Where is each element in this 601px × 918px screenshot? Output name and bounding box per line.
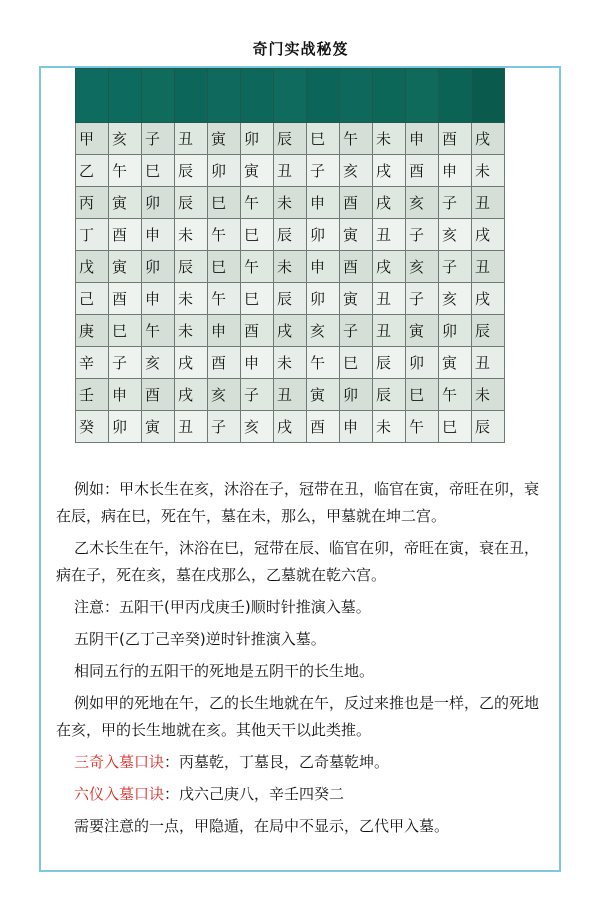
branch-cell: 丑 <box>472 251 505 283</box>
branch-cell: 子 <box>307 155 340 187</box>
note-yang-paragraph: 注意：五阳干(甲丙戊庚壬)顺时针推演入墓。 <box>74 598 371 616</box>
branch-cell: 巳 <box>208 251 241 283</box>
branch-cell: 丑 <box>175 123 208 155</box>
branch-cell: 申 <box>307 251 340 283</box>
branch-cell: 辰 <box>472 315 505 347</box>
branch-cell: 申 <box>142 219 175 251</box>
branch-cell: 亥 <box>439 283 472 315</box>
branch-cell: 申 <box>241 347 274 379</box>
branch-cell: 戌 <box>175 379 208 411</box>
branch-cell: 午 <box>241 187 274 219</box>
header-cell <box>373 69 406 123</box>
branch-cell: 戌 <box>472 219 505 251</box>
branch-cell: 戌 <box>472 283 505 315</box>
stem-cell: 己 <box>76 283 109 315</box>
branch-cell: 丑 <box>274 155 307 187</box>
branch-cell: 丑 <box>373 315 406 347</box>
branch-cell: 未 <box>274 347 307 379</box>
note-yin-paragraph: 五阴干(乙丁己辛癸)逆时针推演入墓。 <box>74 630 326 648</box>
branch-cell: 午 <box>142 315 175 347</box>
note-jia-paragraph: 需要注意的一点，甲隐遁，在局中不显示，乙代甲入墓。 <box>74 817 450 835</box>
branch-cell: 巳 <box>109 315 142 347</box>
branch-cell: 酉 <box>109 219 142 251</box>
branch-cell: 子 <box>439 251 472 283</box>
branch-cell: 巳 <box>439 411 472 443</box>
table-row <box>76 219 505 251</box>
branch-cell: 亥 <box>340 155 373 187</box>
branch-cell: 丑 <box>274 379 307 411</box>
branch-cell: 卯 <box>142 251 175 283</box>
stem-cell: 壬 <box>76 379 109 411</box>
branch-cell: 卯 <box>340 379 373 411</box>
branch-cell: 戌 <box>274 315 307 347</box>
branch-cell: 丑 <box>175 411 208 443</box>
stem-cell: 乙 <box>76 155 109 187</box>
branch-cell: 卯 <box>307 219 340 251</box>
branch-cell: 申 <box>109 379 142 411</box>
branch-cell: 寅 <box>109 251 142 283</box>
branch-cell: 卯 <box>406 347 439 379</box>
branch-cell: 酉 <box>142 379 175 411</box>
branch-cell: 寅 <box>340 219 373 251</box>
branch-cell: 巳 <box>406 379 439 411</box>
branch-cell: 戌 <box>373 155 406 187</box>
branch-cell: 寅 <box>307 379 340 411</box>
branch-cell: 未 <box>472 155 505 187</box>
branch-cell: 午 <box>439 379 472 411</box>
branch-cell: 子 <box>406 283 439 315</box>
body-text <box>56 476 546 845</box>
branch-cell: 巳 <box>241 283 274 315</box>
branch-cell: 亥 <box>307 315 340 347</box>
san-qi-mnemonic <box>56 749 546 776</box>
branch-cell: 卯 <box>208 155 241 187</box>
liu-yi-label: 六仪入墓口诀 <box>74 785 165 803</box>
branch-cell: 辰 <box>373 347 406 379</box>
branch-cell: 子 <box>439 187 472 219</box>
branch-cell: 酉 <box>307 411 340 443</box>
branch-cell: 未 <box>373 411 406 443</box>
rule-paragraph: 相同五行的五阳干的死地是五阴干的长生地。 <box>74 662 375 680</box>
branch-cell: 午 <box>208 283 241 315</box>
table-row <box>76 283 505 315</box>
branch-cell: 寅 <box>109 187 142 219</box>
header-cell <box>109 69 142 123</box>
branch-cell: 寅 <box>208 123 241 155</box>
branch-cell: 巳 <box>307 123 340 155</box>
branch-cell: 巳 <box>340 347 373 379</box>
header-cell <box>439 69 472 123</box>
branch-cell: 子 <box>406 219 439 251</box>
stem-cell: 庚 <box>76 315 109 347</box>
san-qi-text: ：丙墓乾，丁墓艮，乙奇墓乾坤。 <box>164 753 390 771</box>
branch-cell: 丑 <box>472 347 505 379</box>
branch-cell: 子 <box>109 347 142 379</box>
branch-cell: 亥 <box>406 251 439 283</box>
branch-cell: 卯 <box>241 123 274 155</box>
branch-cell: 丑 <box>472 187 505 219</box>
branch-cell: 午 <box>241 251 274 283</box>
branch-cell: 申 <box>307 187 340 219</box>
branch-cell: 卯 <box>109 411 142 443</box>
header-cell <box>307 69 340 123</box>
branch-cell: 辰 <box>175 251 208 283</box>
branch-cell: 卯 <box>142 187 175 219</box>
branch-cell: 未 <box>175 283 208 315</box>
header-cell <box>340 69 373 123</box>
branch-cell: 申 <box>142 283 175 315</box>
table-row <box>76 379 505 411</box>
example-jia-paragraph: 例如：甲木长生在亥，沐浴在子，冠带在丑，临官在寅，帝旺在卯，衰在辰，病在巳，死在午，墓在未，那么，甲墓就在坤二宫。 <box>56 480 540 525</box>
liu-yi-text: ：戊六己庚八，辛壬四癸二 <box>164 785 345 803</box>
branch-cell: 戌 <box>175 347 208 379</box>
branch-cell: 未 <box>175 219 208 251</box>
branch-cell: 戌 <box>472 123 505 155</box>
liu-yi-mnemonic <box>56 781 546 808</box>
branch-cell: 午 <box>109 155 142 187</box>
stem-cell: 辛 <box>76 347 109 379</box>
branch-cell: 申 <box>340 411 373 443</box>
branch-cell: 酉 <box>109 283 142 315</box>
branch-cell: 酉 <box>340 251 373 283</box>
branch-cell: 子 <box>208 411 241 443</box>
stem-cell: 癸 <box>76 411 109 443</box>
branch-cell: 申 <box>406 123 439 155</box>
branch-cell: 未 <box>373 123 406 155</box>
branch-cell: 卯 <box>307 283 340 315</box>
example-death-paragraph: 例如甲的死地在午，乙的长生地就在午，反过来推也是一样，乙的死地在亥，甲的长生地就在亥。其他天干以此类推。 <box>56 694 540 739</box>
branch-cell: 寅 <box>241 155 274 187</box>
branch-cell: 辰 <box>472 411 505 443</box>
table-row <box>76 347 505 379</box>
branch-cell: 辰 <box>175 155 208 187</box>
table-row <box>76 123 505 155</box>
branch-cell: 卯 <box>439 315 472 347</box>
branch-cell: 辰 <box>274 283 307 315</box>
table-row <box>76 315 505 347</box>
table-row <box>76 187 505 219</box>
branch-cell: 未 <box>175 315 208 347</box>
branch-cell: 寅 <box>406 315 439 347</box>
branch-cell: 亥 <box>208 379 241 411</box>
header-cell <box>175 69 208 123</box>
stem-branch-table <box>75 68 505 443</box>
branch-cell: 亥 <box>406 187 439 219</box>
branch-cell: 酉 <box>340 187 373 219</box>
stem-cell: 戊 <box>76 251 109 283</box>
branch-cell: 申 <box>208 315 241 347</box>
stem-cell: 丙 <box>76 187 109 219</box>
branch-cell: 丑 <box>373 219 406 251</box>
san-qi-label: 三奇入墓口诀 <box>74 753 165 771</box>
header-cell <box>241 69 274 123</box>
branch-cell: 酉 <box>439 123 472 155</box>
branch-cell: 巳 <box>142 155 175 187</box>
branch-cell: 戌 <box>373 187 406 219</box>
branch-cell: 未 <box>274 251 307 283</box>
header-cell <box>406 69 439 123</box>
table-header-row <box>76 69 505 123</box>
branch-cell: 未 <box>274 187 307 219</box>
header-cell <box>76 69 109 123</box>
header-cell <box>472 69 505 123</box>
page-title: 奇门实战秘笈 <box>252 40 349 58</box>
branch-cell: 亥 <box>241 411 274 443</box>
branch-cell: 子 <box>340 315 373 347</box>
header-cell <box>142 69 175 123</box>
branch-cell: 午 <box>406 411 439 443</box>
branch-cell: 寅 <box>340 283 373 315</box>
branch-cell: 亥 <box>142 347 175 379</box>
branch-cell: 辰 <box>274 219 307 251</box>
branch-cell: 酉 <box>241 315 274 347</box>
branch-cell: 辰 <box>274 123 307 155</box>
header-cell <box>208 69 241 123</box>
table-row <box>76 251 505 283</box>
branch-cell: 巳 <box>208 187 241 219</box>
branch-cell: 酉 <box>208 347 241 379</box>
branch-cell: 巳 <box>241 219 274 251</box>
branch-cell: 戌 <box>373 251 406 283</box>
branch-cell: 午 <box>340 123 373 155</box>
branch-cell: 亥 <box>439 219 472 251</box>
branch-cell: 子 <box>241 379 274 411</box>
branch-cell: 辰 <box>373 379 406 411</box>
stem-cell: 甲 <box>76 123 109 155</box>
branch-cell: 酉 <box>406 155 439 187</box>
branch-cell: 寅 <box>439 347 472 379</box>
branch-cell: 午 <box>307 347 340 379</box>
stem-cell: 丁 <box>76 219 109 251</box>
branch-cell: 未 <box>472 379 505 411</box>
header-cell <box>274 69 307 123</box>
table-row <box>76 155 505 187</box>
branch-cell: 寅 <box>142 411 175 443</box>
table-row <box>76 411 505 443</box>
branch-cell: 辰 <box>175 187 208 219</box>
branch-cell: 申 <box>439 155 472 187</box>
branch-cell: 丑 <box>373 283 406 315</box>
example-yi-paragraph: 乙木长生在午，沐浴在巳，冠带在辰、临官在卯，帝旺在寅，衰在丑，病在子，死在亥，墓在戌那么，乙墓就在乾六宫。 <box>56 539 540 584</box>
branch-cell: 午 <box>208 219 241 251</box>
branch-cell: 戌 <box>274 411 307 443</box>
branch-cell: 子 <box>142 123 175 155</box>
branch-cell: 亥 <box>109 123 142 155</box>
